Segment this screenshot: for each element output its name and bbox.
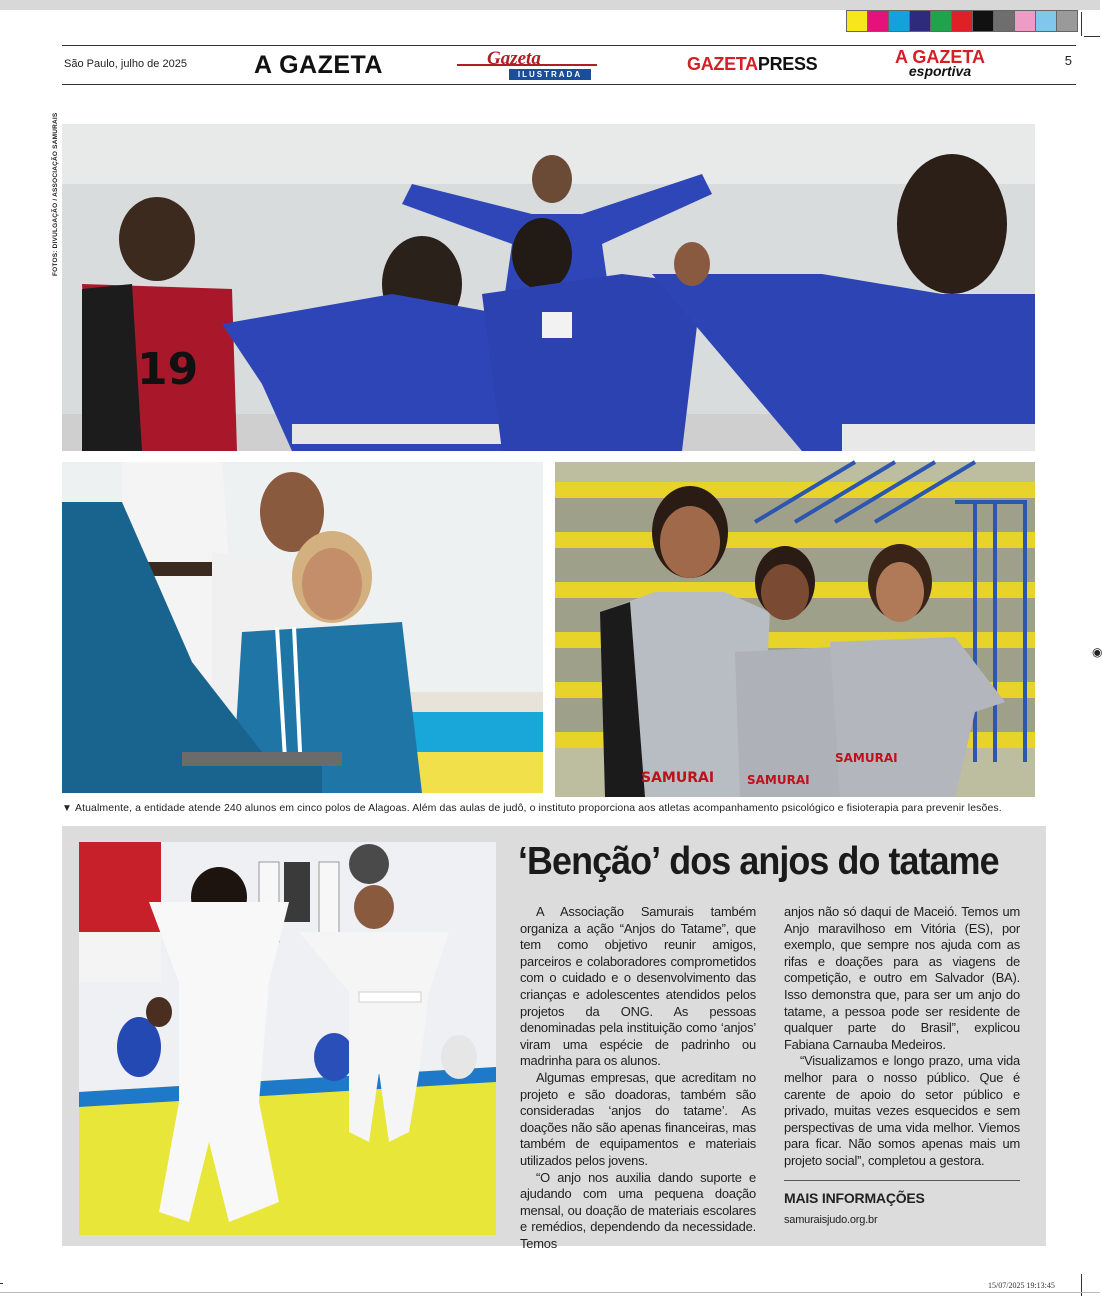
- color-swatch: [1057, 11, 1077, 31]
- photo-kids-jumping: [79, 842, 496, 1235]
- crop-mark-top-right-h: [1084, 36, 1100, 37]
- logo-ilustrada-sub: ILUSTRADA: [509, 69, 591, 80]
- article-column-2: [784, 904, 1020, 1229]
- svg-text:19: 19: [137, 344, 199, 395]
- info-divider: [784, 1180, 1020, 1181]
- article-paragraph: anjos não só daqui de Maceió. Temos um Anjo maravilhoso em Vitória (ES), por exemplo, que sempre nos ajuda com as rifas e doações para as viagens de competição, e outro em Salvador (BA). Isso demonstra que, para ser um anjo do tatame, a pessoa pode ser residente de qualquer parte do Brasil”, explicou Fabiana Carnauba Medeiros.: [784, 904, 1020, 1052]
- logo-gazeta-esportiva: A GAZETA esportiva: [895, 47, 985, 79]
- masthead: [62, 45, 1076, 85]
- color-calibration-bar: [846, 10, 1078, 32]
- photo-top-judo-class: [62, 124, 1035, 451]
- caption-text: Atualmente, a entidade atende 240 alunos em cinco polos de Alagoas. Além das aulas de judô, o instituto proporciona aos atletas acompanhamento psicológico e fisioterapia para prevenir lesões.: [75, 802, 1002, 814]
- color-swatch: [1036, 11, 1057, 31]
- color-swatch: [952, 11, 973, 31]
- dateline: São Paulo, julho de 2025: [64, 58, 187, 70]
- svg-text:SAMURAI: SAMURAI: [747, 773, 810, 787]
- article-headline: ‘Bençãoʼ dos anjos do tatame: [518, 840, 999, 883]
- photo-caption: [62, 802, 1042, 814]
- color-swatch: [1015, 11, 1036, 31]
- more-info-heading: MAIS INFORMAÇÕES: [784, 1189, 925, 1206]
- svg-text:SAMURAI: SAMURAI: [835, 751, 898, 765]
- logo-a-gazeta: A GAZETA: [254, 51, 383, 79]
- logo-gazeta-ilustrada: [457, 50, 597, 80]
- article-paragraph: A Associação Samurais também organiza a ação “Anjos do Tatame”, que tem como objetivo reunir amigos, parceiros e colaboradores comprometidos com o cuidado e o desenvolvimento das crianças e adolescentes atendidos pelos projetos da ONG. As pessoas denominadas pela instituição como ‘anjos’ viram uma espécie de padrinho ou madrinha para os alunos.: [520, 904, 756, 1069]
- color-swatch: [931, 11, 952, 31]
- color-swatch: [868, 11, 889, 31]
- print-timestamp: 15/07/2025 19:13:45: [988, 1281, 1055, 1290]
- article-paragraph: “Visualizamos e longo prazo, uma vida melhor para o nosso público. Que é carente de apoio do setor público e privado, muitas vezes esquecidos e sem perspectivas de uma vida melhor. Viemos para ficar. Não somos apenas mais um projeto social”, completou a gestora.: [784, 1053, 1020, 1168]
- svg-text:SAMURAI: SAMURAI: [641, 770, 715, 786]
- article-section: [62, 826, 1046, 1251]
- logo-ilustrada-script: Gazeta: [487, 48, 541, 69]
- crop-mark-top-right-v: [1081, 12, 1082, 36]
- photo-girl-winking: [62, 462, 543, 793]
- printer-top-strip: [0, 0, 1100, 10]
- crop-mark-bottom-left: [0, 1283, 3, 1284]
- photo-three-girls: [555, 462, 1035, 797]
- color-swatch: [847, 11, 868, 31]
- color-swatch: [973, 11, 994, 31]
- article-paragraph: Algumas empresas, que acreditam no projeto e são doadoras, também são consideradas ‘anjos do tatame’. As doações não são apenas financeiras, mas também de equipamentos e materiais utilizados pelos jovens.: [520, 1069, 756, 1168]
- color-swatch: [889, 11, 910, 31]
- color-swatch: [994, 11, 1015, 31]
- logo-gazeta-press: GAZETAPRESS: [687, 54, 818, 74]
- caption-arrow-icon: ▼: [62, 803, 72, 814]
- article-column-1: [520, 904, 756, 1252]
- page-bottom-rule: [0, 1292, 1100, 1293]
- more-info-link[interactable]: samuraisjudo.org.br: [784, 1214, 878, 1227]
- photo-credit: FOTOS: DIVULGAÇÃO / ASSOCIAÇÃO SAMURAIS: [52, 112, 59, 276]
- article-paragraph: “O anjo nos auxilia dando suporte e ajudando com uma pequena doação mensal, ou doação de materiais escolares e remédios, dependendo da necessidade. Temos: [520, 1169, 756, 1251]
- color-swatch: [910, 11, 931, 31]
- registration-target-icon: ◉: [1092, 645, 1102, 659]
- page-number: 5: [1064, 53, 1072, 68]
